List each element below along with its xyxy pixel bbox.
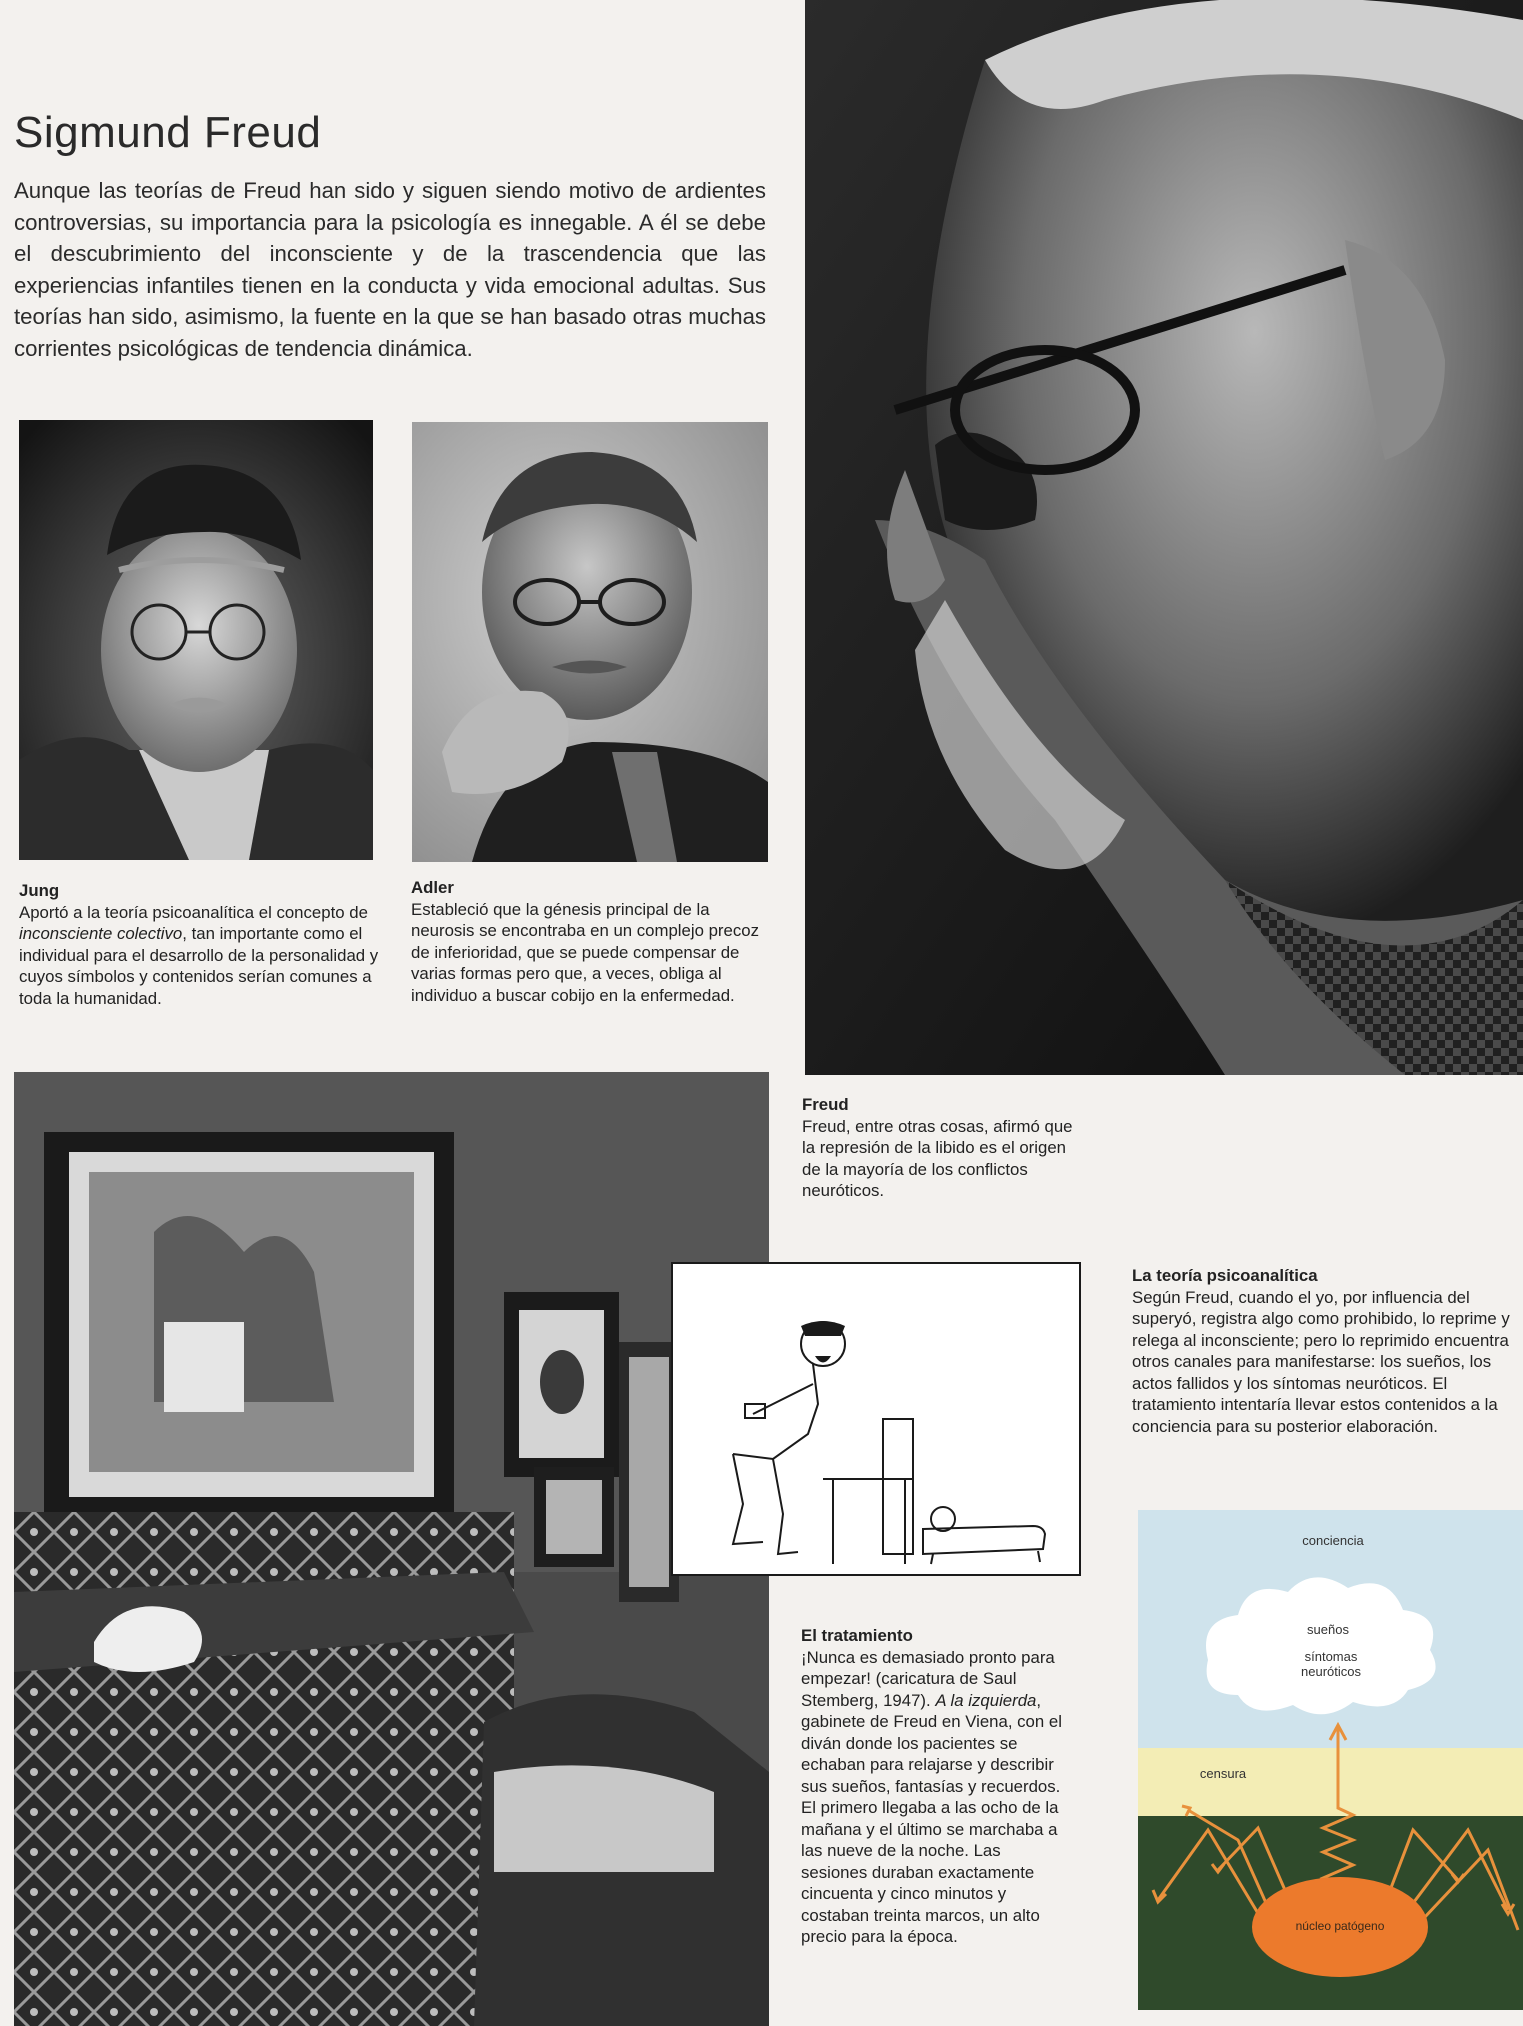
freud-heading: Freud [802, 1095, 849, 1114]
teoria-heading: La teoría psicoanalítica [1132, 1266, 1318, 1285]
tratamiento-caption [801, 1625, 1069, 1948]
teoria-text: Según Freud, cuando el yo, por influencia del superyó, registra algo como prohibido, lo reprime y relega al inconsciente; pero lo reprimido encuentra otros canales para manifestarse: los sueños, los actos fallidos y los síntomas neuróticos. El tratamiento intentaría llevar estos contenidos a la conciencia para su posterior elaboración. [1132, 1287, 1510, 1436]
label-sintomas-1: síntomas [1304, 1649, 1358, 1664]
censura-band [1138, 1748, 1523, 1816]
adler-caption [411, 877, 771, 1006]
freud-portrait [805, 0, 1523, 1075]
adler-heading: Adler [411, 878, 454, 897]
jung-heading: Jung [19, 881, 60, 900]
jung-text-b: , tan importante como el individual para el desarrollo de la personalidad y cuyos símbolos y contenidos serían comunes a toda la humanidad. [19, 924, 379, 1008]
adler-photo [412, 422, 768, 862]
label-sintomas-2: neuróticos [1301, 1664, 1361, 1679]
jung-photo [19, 420, 373, 860]
cartoon-stemberg [671, 1262, 1081, 1576]
intro-paragraph: Aunque las teorías de Freud han sido y siguen siendo motivo de ardientes controversias, su importancia para la psicología es innegable. A él se debe el descubrimiento del inconsciente y de la trascendencia que las experiencias infantiles tienen en la conducta y vida emocional adultas. Sus teorías han sido, asimismo, la fuente en la que se han basado otras muchas corrientes psicológicas de tendencia dinámica. [14, 178, 766, 361]
label-censura: censura [1199, 1766, 1247, 1781]
label-nucleo: núcleo patógeno [1295, 1919, 1385, 1933]
freud-caption [802, 1094, 1077, 1202]
page-title: Sigmund Freud [14, 108, 322, 157]
label-conciencia: conciencia [1302, 1533, 1364, 1548]
tratamiento-heading: El tratamiento [801, 1626, 913, 1645]
psychoanalytic-diagram [1138, 1510, 1523, 2010]
teoria-caption [1132, 1265, 1516, 1437]
jung-caption [19, 880, 379, 1009]
jung-text-a: Aportó a la teoría psicoanalítica el concepto de [19, 902, 368, 922]
freud-study-photo [14, 1072, 769, 2026]
label-suenos: sueños [1307, 1622, 1349, 1637]
freud-text: Freud, entre otras cosas, afirmó que la represión de la libido es el origen de la mayoría de los conflictos neuróticos. [802, 1116, 1073, 1200]
jung-text-emphasis: inconsciente colectivo [19, 924, 183, 943]
tratamiento-text-b: , gabinete de Freud en Viena, con el diván donde los pacientes se echaban para relajarse y describir sus sueños, fantasías y recuerdos. El primero llegaba a las ocho de la mañana y el último se marchaba a las nueve de la noche. Las sesiones duraban exactamente cincuenta y cinco minutos y costaban treinta marcos, un alto precio para la época. [801, 1690, 1062, 1946]
tratamiento-text-emphasis: A la izquierda [935, 1690, 1037, 1710]
adler-text: Estableció que la génesis principal de la neurosis se encontraba en un complejo precoz de inferioridad, que se puede compensar de varias formas pero que, a veces, obliga al individuo a buscar cobijo en la enfermedad. [411, 899, 759, 1005]
tratamiento-text-a: ¡Nunca es demasiado pronto para empezar! (caricatura de Saul Stemberg, 1947). [801, 1647, 1055, 1710]
